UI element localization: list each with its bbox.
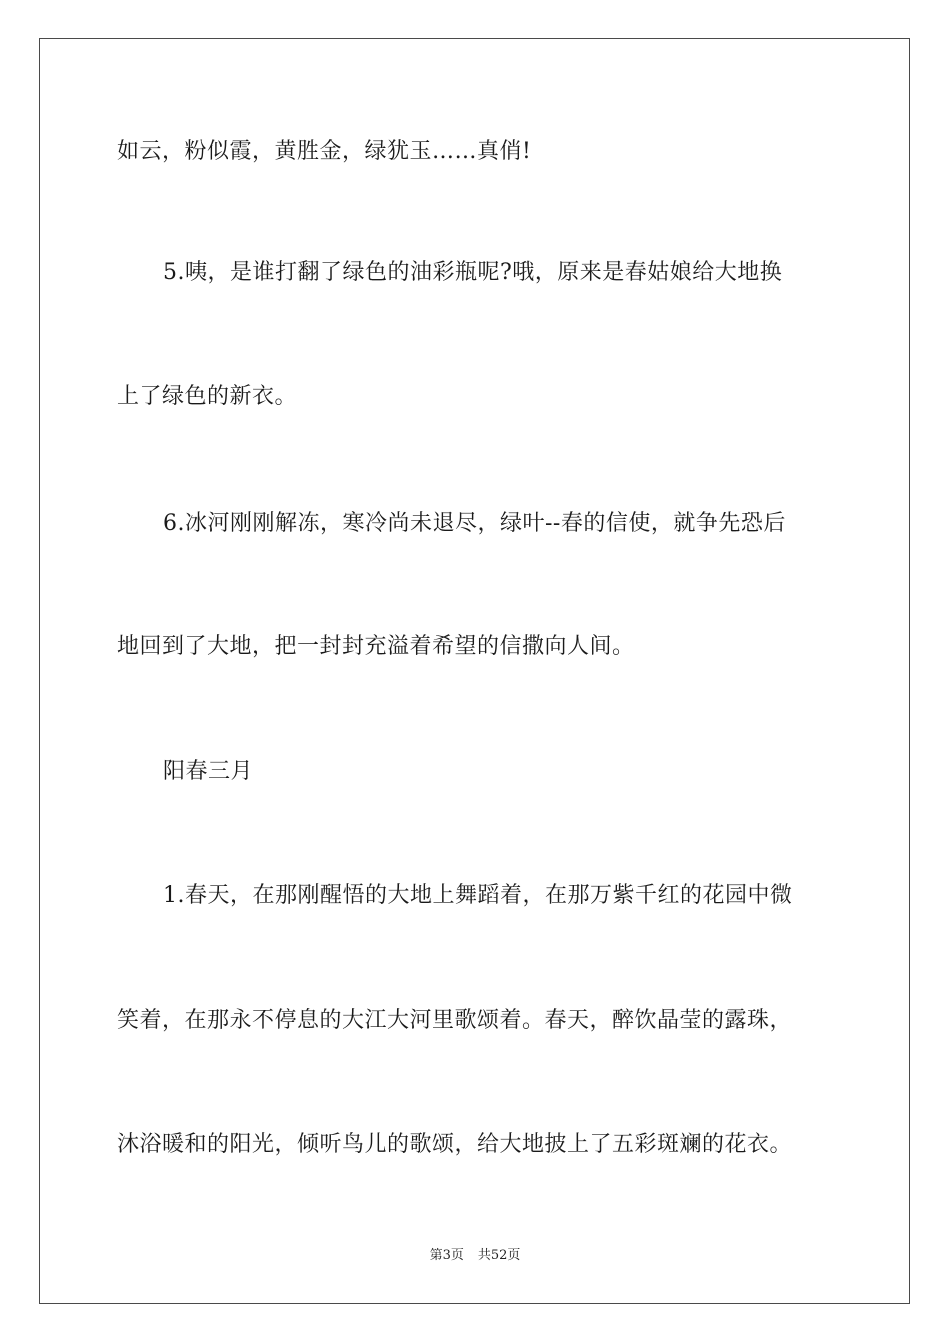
section-heading: 阳春三月 (163, 759, 254, 784)
page-border (39, 38, 910, 1304)
body-line-8: 笑着，在那永不停息的大江大河里歌颂着。春天，醉饮晶莹的露珠， (117, 1008, 793, 1033)
body-line-3: 上了绿色的新衣。 (117, 384, 298, 409)
page-total: 共52页 (477, 1248, 521, 1263)
body-line-4: 6.冰河刚刚解冻，寒冷尚未退尽，绿叶--春的信使，就争先恐后 (163, 511, 786, 536)
body-line-9: 沐浴暖和的阳光，倾听鸟儿的歌颂，给大地披上了五彩斑斓的花衣。 (117, 1132, 793, 1157)
body-line-1: 如云，粉似霞，黄胜金，绿犹玉……真俏! (117, 139, 532, 164)
body-line-2: 5.咦，是谁打翻了绿色的油彩瓶呢?哦，原来是春姑娘给大地换 (163, 260, 783, 285)
body-line-5: 地回到了大地，把一封封充溢着希望的信撒向人间。 (117, 634, 635, 659)
body-line-7: 1.春天，在那刚醒悟的大地上舞蹈着，在那万紫千红的花园中微 (163, 883, 793, 908)
page-footer (0, 1247, 950, 1265)
page-number: 第3页 (429, 1248, 464, 1263)
